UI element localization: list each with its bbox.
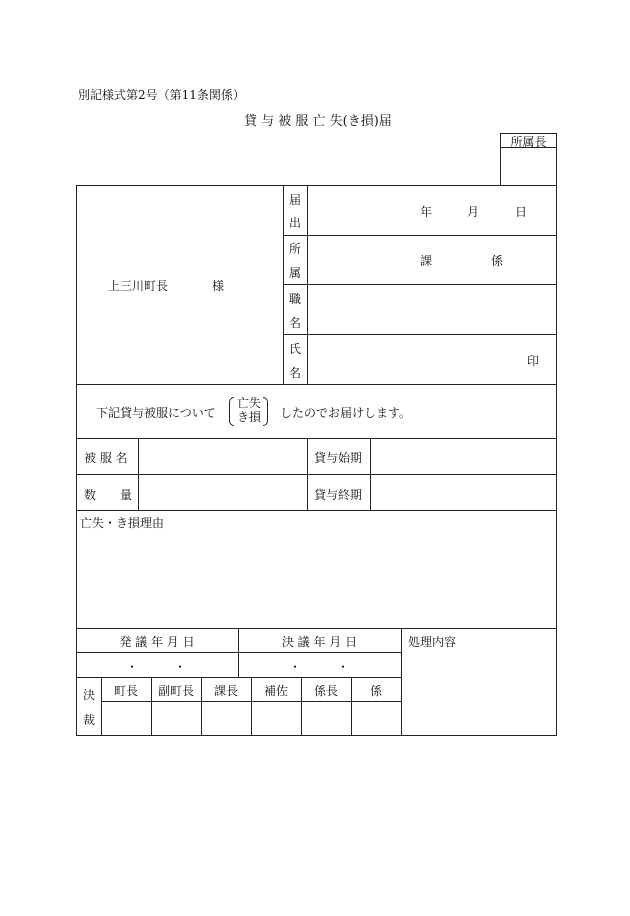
bracket-right <box>263 397 268 426</box>
seal-mark: 印 <box>527 354 540 368</box>
decision-date-label: 決 議 年 月 日 <box>281 635 358 649</box>
approval-col-assistant: 補佐 <box>263 684 288 698</box>
addressee-name: 上三川町長 <box>108 279 169 293</box>
proposal-date-dot-2: ・ <box>174 660 187 674</box>
department-section: 課 <box>420 254 433 268</box>
processing-content-label: 処理内容 <box>408 635 457 649</box>
statement-suffix: したのでお届けします。 <box>280 406 412 420</box>
statement-option-damaged: き損 <box>237 410 262 424</box>
quantity-label: 数 量 <box>84 488 133 502</box>
reason-label: 亡失・き損理由 <box>80 516 165 530</box>
position-label-top: 職 <box>289 292 302 306</box>
department-unit: 係 <box>491 254 504 268</box>
approval-label-bottom: 裁 <box>83 713 96 727</box>
submitted-label-bottom: 出 <box>289 216 302 230</box>
approval-col-section-chief: 課長 <box>213 684 238 698</box>
form-code: 別記様式第2号（第11条関係） <box>78 88 245 102</box>
approval-label-top: 決 <box>83 688 96 702</box>
bracket-left <box>229 397 234 426</box>
approval-col-mayor: 町長 <box>113 684 138 698</box>
department-label-top: 所 <box>289 242 302 256</box>
date-year: 年 <box>420 205 433 219</box>
decision-date-dot-2: ・ <box>337 660 350 674</box>
proposal-date-label: 発 議 年 月 日 <box>119 635 195 649</box>
approval-col-staff: 係 <box>369 684 382 698</box>
submitted-label-top: 届 <box>289 193 302 207</box>
loan-end-label: 貸与終期 <box>314 488 363 502</box>
date-day: 日 <box>515 205 528 219</box>
form-title: 貸 与 被 服 亡 失(き損)届 <box>244 114 392 129</box>
loan-start-label: 貸与始期 <box>314 451 363 465</box>
statement-prefix: 下記貸与被服について <box>96 406 216 420</box>
addressee-honorific: 様 <box>212 279 225 293</box>
approval-col-unit-chief: 係長 <box>313 684 338 698</box>
date-month: 月 <box>467 205 480 219</box>
decision-date-dot-1: ・ <box>289 660 302 674</box>
position-label-bottom: 名 <box>289 316 302 330</box>
name-label-top: 氏 <box>289 342 302 356</box>
clothing-name-label: 被 服 名 <box>84 451 128 465</box>
proposal-date-dot-1: ・ <box>126 660 139 674</box>
department-label-bottom: 属 <box>289 266 302 280</box>
name-label-bottom: 名 <box>289 366 302 380</box>
approval-col-deputy-mayor: 副町長 <box>157 684 194 698</box>
statement-option-lost: 亡失 <box>237 396 262 410</box>
approver-label: 所属長 <box>510 135 547 149</box>
